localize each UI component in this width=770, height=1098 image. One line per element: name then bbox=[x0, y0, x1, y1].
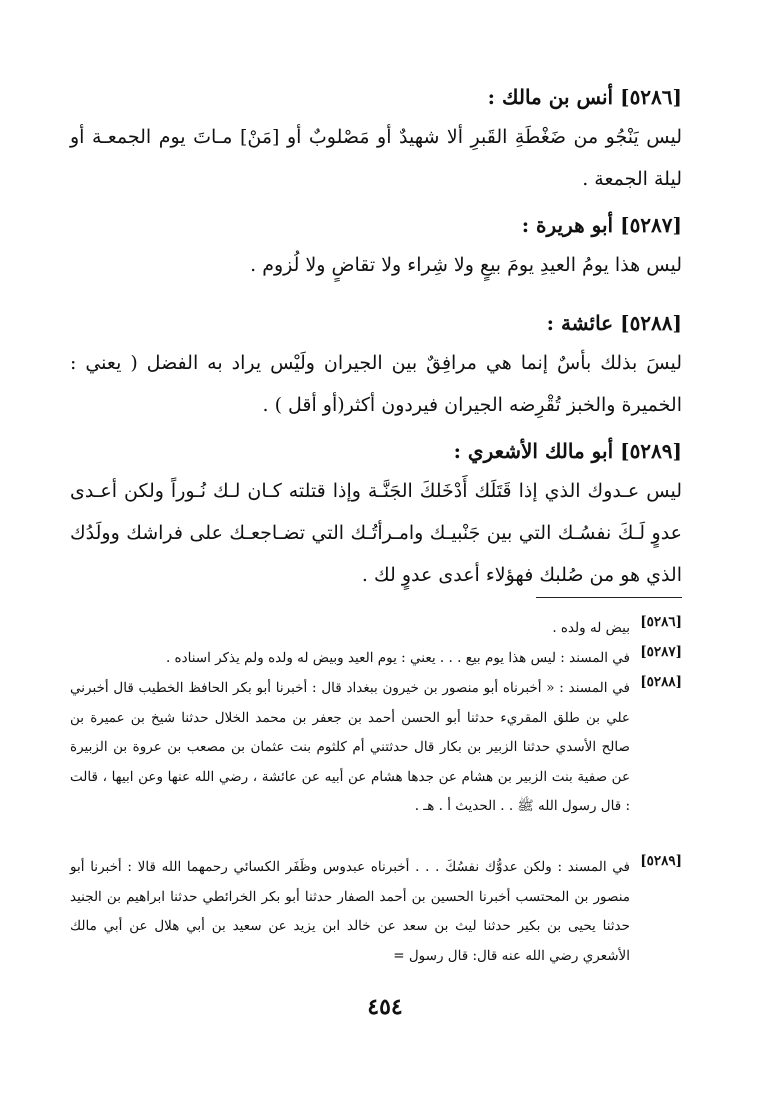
footnote-separator bbox=[536, 597, 682, 598]
footnote-text: في المسند : « أخبرناه أبو منصور بن خيرون ببغداد قال : أخبرنا أبو بكر الحافظ الخطيب قال أخبرني علي بن طلق المقريء حدثنا أبو الحسن أحمد بن جعفر بن محمد الخلال حدثنا شيخ بن عميرة بن صالح الأسدي حدثنا الزبير بن بكار قال حدثتني أم كلثوم بنت عثمان بن مصعب بن عروة بن الزبيرة عن صفية بنت الزبير بن هشام عن جدها هشام عن أبيه عن عائشة ، رضي الله عنها وعن ابيها ، قالت : قال رسول الله ﷺ . . الحديث أ . هـ . bbox=[70, 680, 630, 814]
hadith-text: ليس يَنْجُو من ضَغْطَةِ القَبرِ ألا شهيدٌ أو مَصْلوبٌ أو [مَنْ] مـاتَ يوم الجمعـة أو ليلة الجمعة . bbox=[70, 126, 682, 190]
hadith-entry bbox=[70, 310, 682, 426]
hadith-entry bbox=[70, 84, 682, 200]
entry-number: [٥٢٨٨] bbox=[620, 311, 682, 335]
hadith-text: ليس عـدوك الذي إذا قَتَلَك أَدْخَلكَ الجَنَّـة وإذا قتلته كـان لـك نُـوراً ولكن أعـدى عدوٍ لَـكَ نفسُـك التي بين جَنْبيـك وامـرأتُـك التي تضـاجعـك على فراشك وولَدُك الذي هو من صُلبك فهؤلاء أعدى عدوٍ لك . bbox=[70, 480, 682, 586]
footnote-text: في المسند : ولكن عدوُّك نفسُكَ . . . أخبرناه عبدوس وظَفَر الكسائي رحمهما الله قالا : أخبرنا أبو منصور بن المحتسب أخبرنا الحسين بن أحمد الصفار حدثنا أبو بكر الخرائطي حدثنا ابراهيم بن الجنيد حدثنا يحيى بن بكير حدثنا ليث بن سعد عن خالد ابن يزيد عن سعيد بن أبي هلال عن أبي مالك الأشعري رضي الله عنه قال: قال رسول = bbox=[70, 859, 630, 964]
footnote bbox=[70, 674, 682, 822]
footnote-number: [٥٢٨٦] bbox=[640, 614, 682, 630]
footnote-number: [٥٢٨٧] bbox=[640, 644, 682, 660]
entry-number: [٥٢٨٧] bbox=[620, 213, 682, 237]
footnote-number: [٥٢٨٨] bbox=[640, 674, 682, 690]
narrator-name: عائشة : bbox=[546, 311, 614, 335]
footnote-text: بيض له ولده . bbox=[552, 620, 630, 636]
narrator-name: أبو هريرة : bbox=[521, 213, 614, 237]
hadith-text: ليسَ بذلك بأسٌ إنما هي مرافِقٌ بين الجيران ولَيْس يراد به الفضل ( يعني : الخميرة والخبز تُقْرِضه الجيران فيردون أكثر(أو أقل ) . bbox=[70, 352, 682, 416]
narrator-name: أبو مالك الأشعري : bbox=[453, 439, 614, 463]
entry-heading bbox=[70, 438, 682, 464]
entry-number: [٥٢٨٦] bbox=[620, 85, 682, 109]
hadith-entry bbox=[70, 212, 682, 286]
entry-heading bbox=[70, 310, 682, 336]
hadith-entry bbox=[70, 438, 682, 596]
page-number: ٤٥٤ bbox=[367, 994, 403, 1020]
footnote-number: [٥٢٨٩] bbox=[640, 853, 682, 869]
footnote bbox=[70, 853, 682, 971]
footnote bbox=[70, 614, 682, 644]
narrator-name: أنس بن مالك : bbox=[487, 85, 614, 109]
entry-heading bbox=[70, 84, 682, 110]
hadith-text: ليس هذا يومُ العيدِ يومَ بيعٍ ولا شِراء ولا تقاضٍ ولا لُزوم . bbox=[250, 254, 682, 276]
footnote bbox=[70, 644, 682, 674]
entry-heading bbox=[70, 212, 682, 238]
footnote-text: في المسند : ليس هذا يوم بيع . . . يعني : يوم العيد وبيض له ولده ولم يذكر اسناده . bbox=[165, 650, 630, 666]
entry-number: [٥٢٨٩] bbox=[620, 439, 682, 463]
